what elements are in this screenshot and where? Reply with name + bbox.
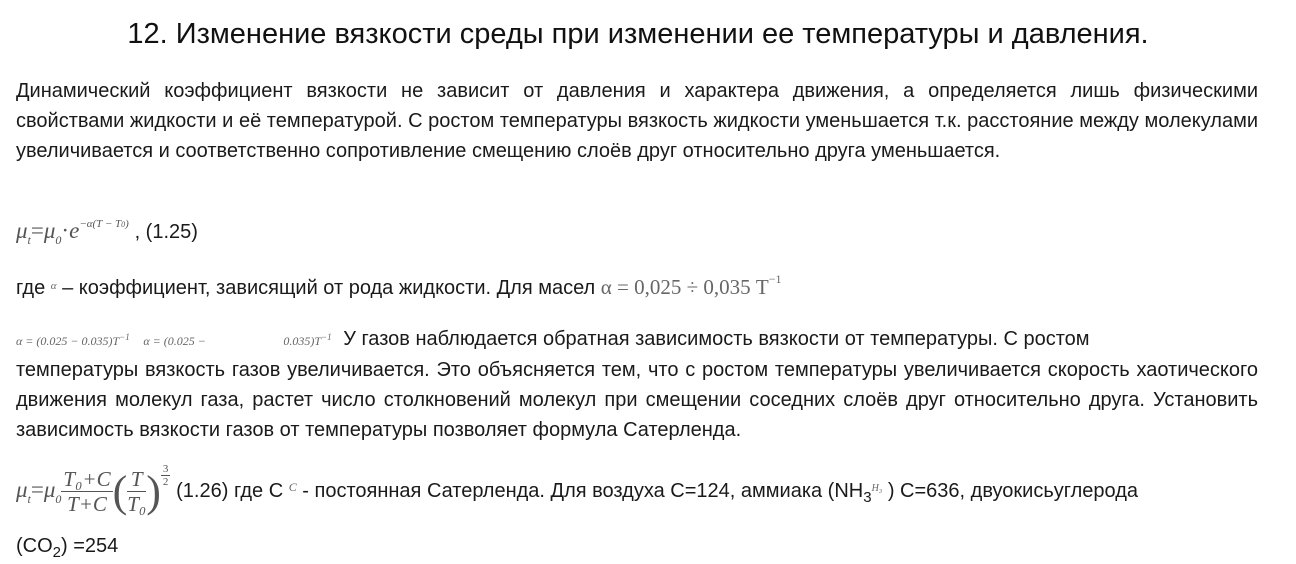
sutherland-formula: $\mu_t=\mu_0$ $\frac{\text{T₀+C}}{T+C}$ ( $\frac{T}{\text{T₀}}$ ) $\frac{3}{2}$ xyxy=(16,463,169,516)
formula-1-25: $\mu_t=\mu_0\cdot e^{-\alpha(T - T0)}$ xyxy=(16,218,129,247)
inline-equation-2: α = (0.025 − xyxy=(143,334,206,348)
inline-equation-3: $0.035)T^{-1}$ xyxy=(283,332,332,348)
alpha-definition-text: – коэффициент, зависящий от рода жидкости. Для масел xyxy=(62,277,596,299)
page-title: 12. Изменение вязкости среды при изменении ее температуры и давления. xyxy=(127,18,1149,50)
inline-equation-1: $\alpha = (0.025 - 0.035)T^{-1}$ xyxy=(16,332,130,348)
sutherland-text: (1.26) где С $^C$ - постоянная Сатерленда. Для воздуха С=124, аммиака ($NH_3^{H_3}$ ) С=636, двуокисьуглерода xyxy=(176,480,1138,506)
alpha-inline-small: α xyxy=(50,280,57,292)
sutherland-fraction-2: $\frac{T}{\text{T₀}}$ xyxy=(127,467,147,516)
formula-1-26-line xyxy=(16,463,1138,517)
paragraph-gas-viscosity: температуры вязкость газов увеличивается. Это объясняется тем, что с ростом температуры увеличивается скорость хаотического движения молекул газа, растет число столкновений молекул при смещении соседних слоёв друг относительно друга. Установить зависимость вязкости газов от температуры позволяет формула Сатерленда. xyxy=(16,359,1258,441)
formula-1-25-number: , (1.25) xyxy=(134,221,198,243)
gas-paragraph-start: У газов наблюдается обратная зависимость вязкости от температуры. С ростом xyxy=(343,328,1090,350)
where-label: где xyxy=(16,277,46,299)
co2-line: $(CO_2) =254$ xyxy=(16,535,119,561)
oil-alpha-formula: α = 0,025 ÷ 0,035 $T^{-1}$ xyxy=(600,272,782,299)
gas-paragraph-first-line xyxy=(16,328,1258,351)
sutherland-fraction-1: $\frac{\text{T₀+C}}{T+C}$ xyxy=(63,467,111,516)
formula-1-25-line xyxy=(16,218,198,247)
paragraph-liquid-viscosity: Динамический коэффициент вязкости не зависит от давления и характера движения, а определяется лишь физическими свойствами жидкости и её температурой. С ростом температуры вязкость жидкости уменьшается т.к. расстояние между молекулами увеличивается и соответственно сопротивление смещению слоёв друг относительно друга уменьшается. xyxy=(16,80,1258,162)
sutherland-power: $\frac{3}{2}$ xyxy=(162,463,169,488)
alpha-definition-line xyxy=(16,272,782,300)
